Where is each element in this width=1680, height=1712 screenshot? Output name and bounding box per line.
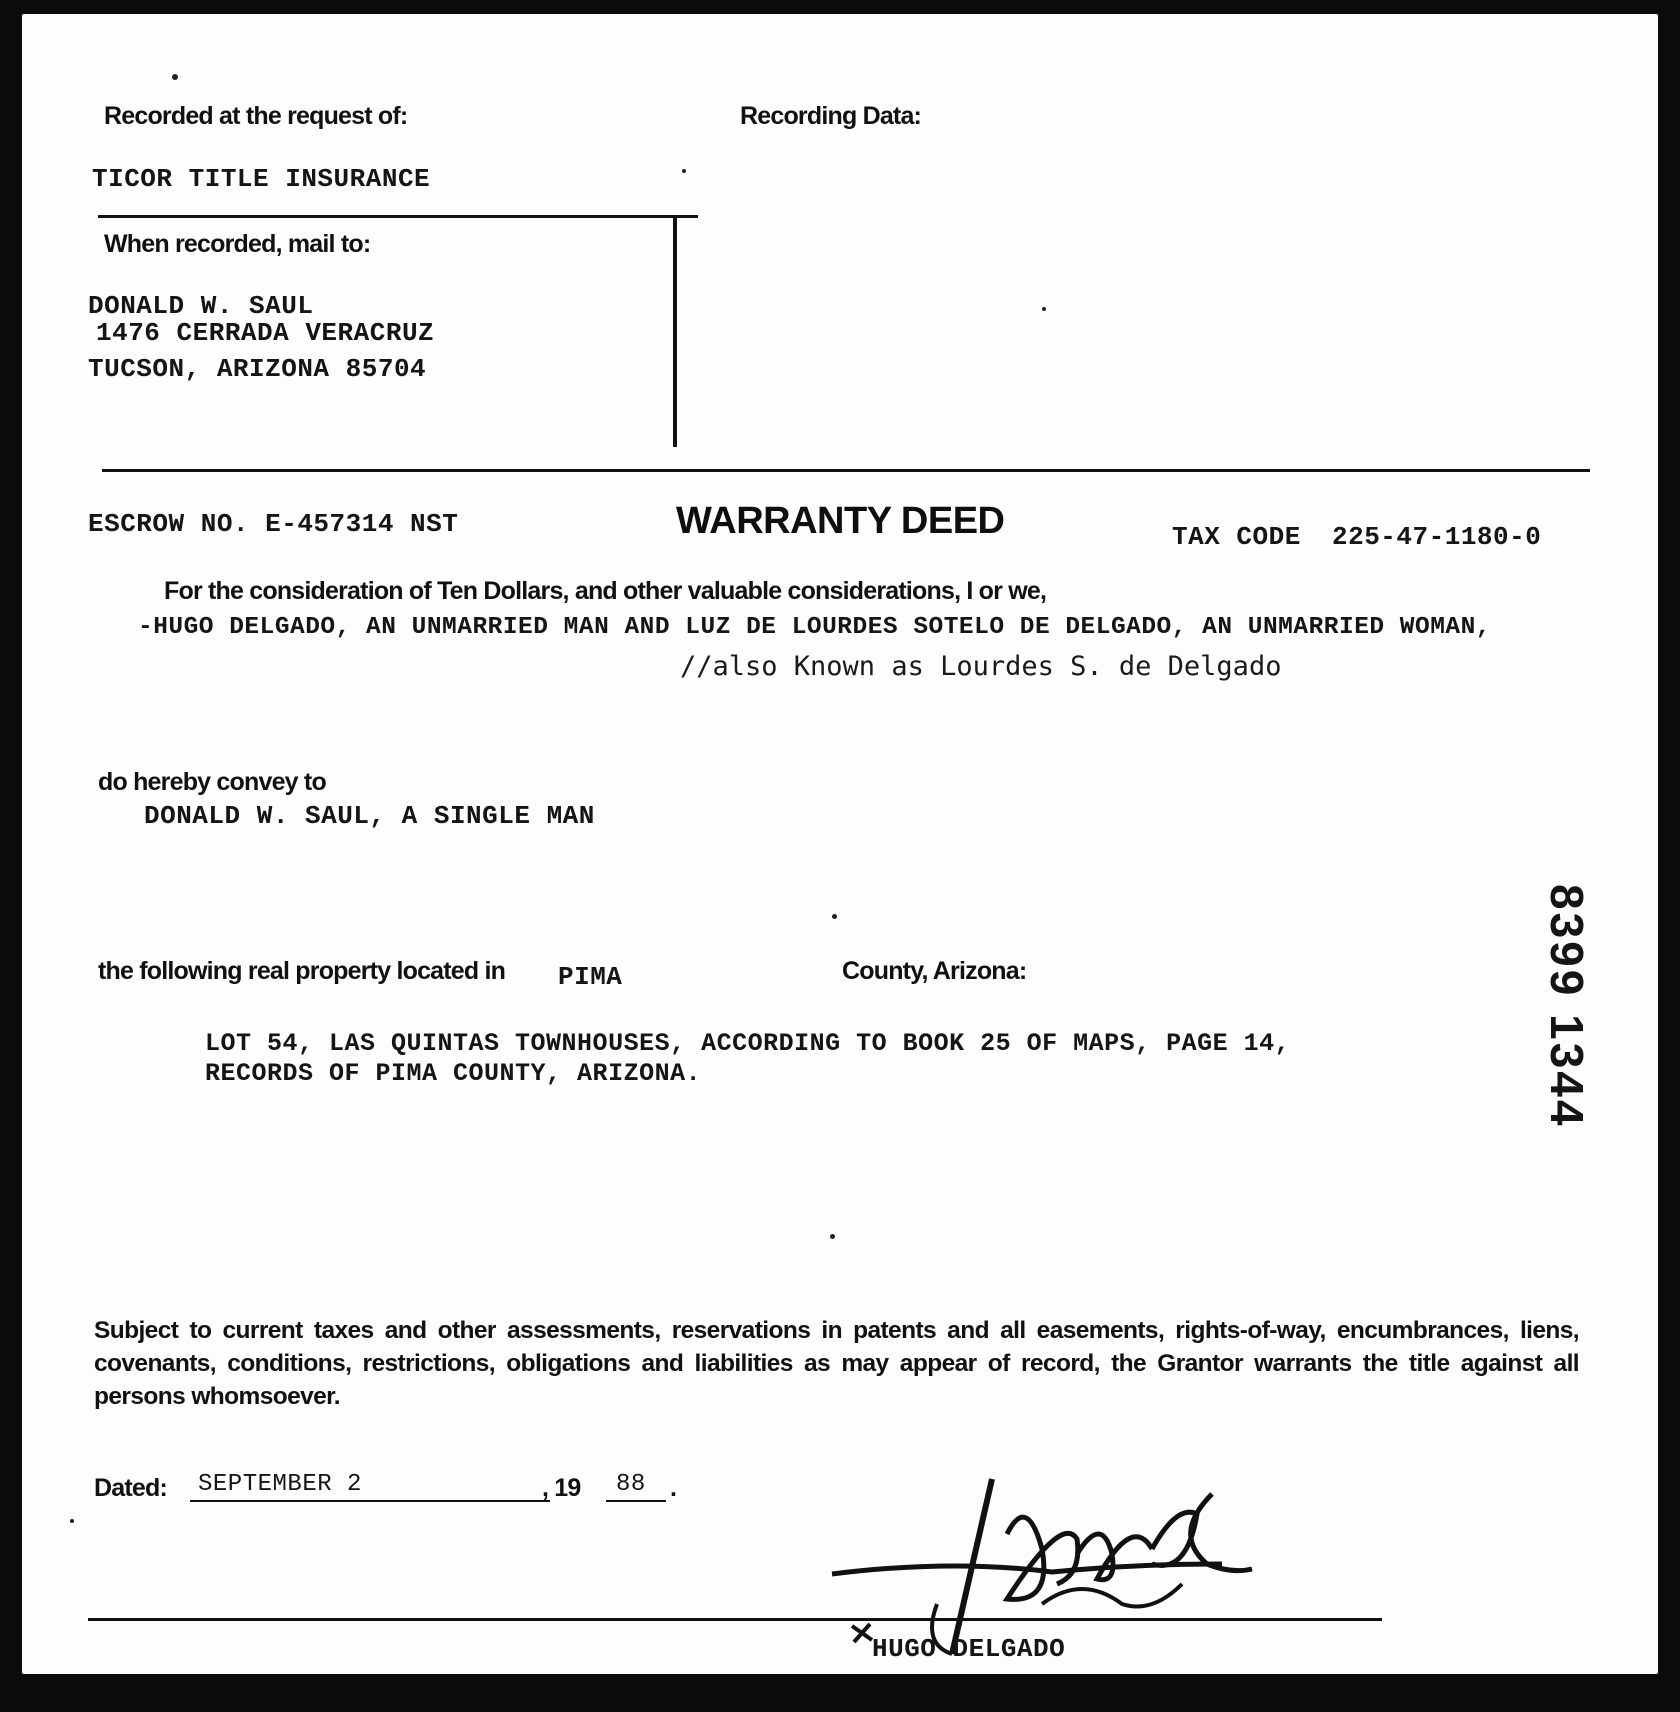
convey-label: do hereby convey to <box>98 768 326 796</box>
tax-code-label: TAX CODE <box>1172 522 1301 552</box>
county-name: PIMA <box>558 962 623 992</box>
requester-name: TICOR TITLE INSURANCE <box>92 164 431 194</box>
county-label: County, Arizona: <box>842 957 1027 985</box>
recording-data-label: Recording Data: <box>740 102 922 130</box>
mail-city: TUCSON, ARIZONA 85704 <box>88 354 427 384</box>
subject-paragraph: Subject to current taxes and other assessments, reservations in patents and all easements, rights-of-way, encumbrances, liens, covenants, conditions, restrictions, obligations and liabilities as may appear of record, the Grantor warrants the title against all persons whomsoever. <box>94 1317 1579 1410</box>
mail-box-right-border <box>673 215 677 447</box>
scan-speck <box>682 169 686 173</box>
year-value: 88 <box>616 1471 646 1498</box>
legal-description-line1: LOT 54, LAS QUINTAS TOWNHOUSES, ACCORDING TO BOOK 25 OF MAPS, PAGE 14, <box>205 1029 1291 1058</box>
scan-speck <box>172 74 178 80</box>
scan-speck <box>70 1519 74 1523</box>
escrow-number: ESCROW NO. E-457314 NST <box>88 509 459 539</box>
signature-line-left <box>88 1618 804 1621</box>
document-page <box>22 14 1658 1674</box>
grantee-name: DONALD W. SAUL, A SINGLE MAN <box>144 801 595 831</box>
scan-speck <box>830 1234 835 1239</box>
dated-value: SEPTEMBER 2 <box>198 1471 362 1498</box>
tax-code-value: 225-47-1180-0 <box>1332 522 1542 552</box>
dated-underline <box>190 1500 550 1502</box>
recorded-request-label: Recorded at the request of: <box>104 102 408 130</box>
grantors-text: -HUGO DELGADO, AN UNMARRIED MAN AND LUZ DE LOURDES SOTELO DE DELGADO, AN UNMARRIED WOMAN, <box>138 614 1492 641</box>
recording-stamp-number: 8399 1344 <box>1541 884 1593 1129</box>
year-prefix: , 19 <box>542 1474 581 1502</box>
signer-name: HUGO DELGADO <box>872 1634 1066 1664</box>
dated-label: Dated: <box>94 1474 167 1502</box>
mail-box-top-border <box>98 215 698 218</box>
dated-period: . <box>670 1474 677 1502</box>
scan-speck <box>832 914 837 919</box>
property-label: the following real property located in <box>98 957 506 985</box>
scan-speck <box>1042 307 1046 311</box>
mail-to-label: When recorded, mail to: <box>104 230 371 258</box>
legal-description-line2: RECORDS OF PIMA COUNTY, ARIZONA. <box>205 1059 702 1088</box>
header-divider <box>102 469 1590 472</box>
mail-street: 1476 CERRADA VERACRUZ <box>96 318 435 348</box>
consideration-text: For the consideration of Ten Dollars, and other valuable considerations, I or we, <box>164 577 1047 605</box>
aka-text: //also Known as Lourdes S. de Delgado <box>680 651 1282 682</box>
year-underline <box>606 1500 666 1502</box>
document-title: WARRANTY DEED <box>676 500 1005 542</box>
mail-name: DONALD W. SAUL <box>88 291 314 321</box>
